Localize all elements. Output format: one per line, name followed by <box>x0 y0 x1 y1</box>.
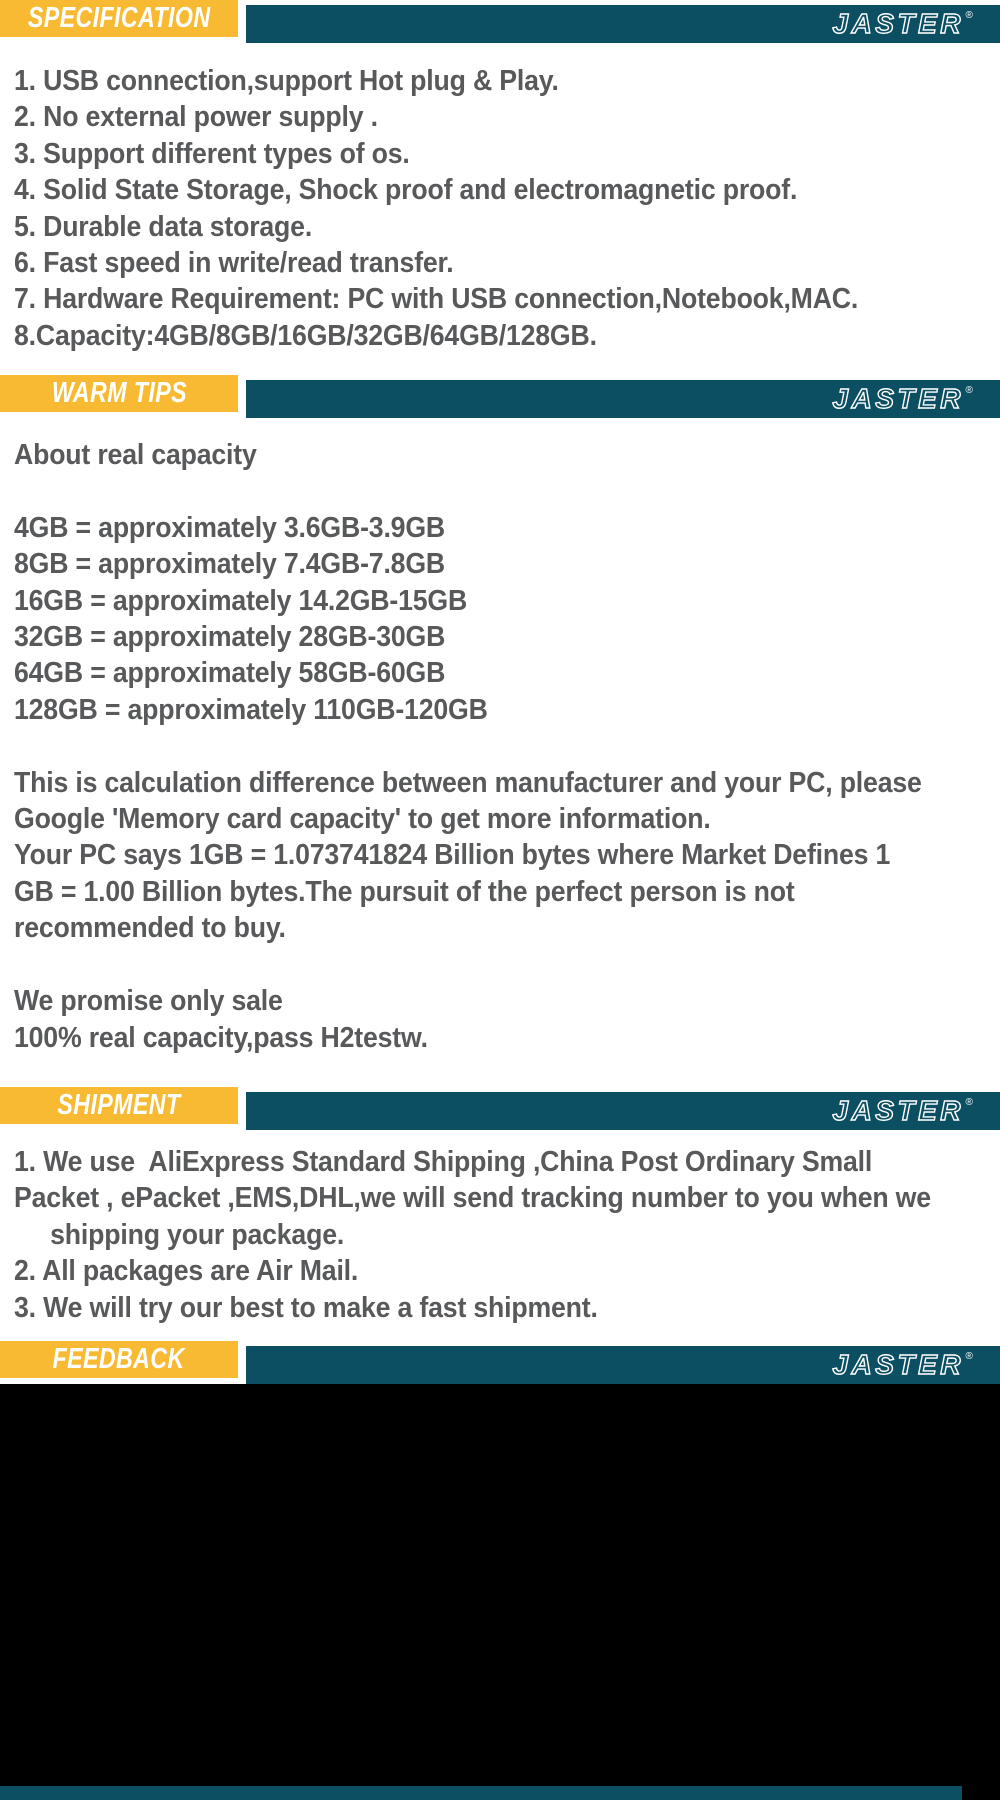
text-line: 5. Durable data storage. <box>14 210 313 243</box>
section-header-feedback <box>0 1341 1000 1384</box>
text-line: 8.Capacity:4GB/8GB/16GB/32GB/64GB/128GB. <box>14 319 597 352</box>
section-badge-warm-tips <box>0 375 238 412</box>
text-line: recommended to buy. <box>14 912 286 945</box>
text-line: 7. Hardware Requirement: PC with USB connection,Notebook,MAC. <box>14 283 859 316</box>
footer-black-region <box>0 1384 1000 1800</box>
registered-trademark-icon: ® <box>965 1097 973 1108</box>
text-line: 4. Solid State Storage, Shock proof and electromagnetic proof. <box>14 174 798 207</box>
header-teal-bar <box>246 1346 1000 1384</box>
registered-trademark-icon: ® <box>965 385 973 396</box>
brand-logo-text: JASTER <box>832 384 964 414</box>
text-line: shipping your package. <box>14 1218 345 1251</box>
section-badge-shipment <box>0 1087 238 1124</box>
text-line: 128GB = approximately 110GB-120GB <box>14 693 488 726</box>
jaster-logo-icon <box>830 9 980 39</box>
section-header-warm-tips <box>0 375 1000 418</box>
brand-logo-text: JASTER <box>832 1096 964 1126</box>
section-title-feedback: FEEDBACK <box>52 1343 186 1375</box>
text-line: GB = 1.00 Billion bytes.The pursuit of the perfect person is not <box>14 875 795 908</box>
header-teal-bar <box>246 1092 1000 1130</box>
text-line: 3. We will try our best to make a fast shipment. <box>14 1291 598 1324</box>
jaster-logo-icon <box>830 1096 980 1126</box>
text-line: 1. USB connection,support Hot plug & Play. <box>14 65 559 97</box>
registered-trademark-icon: ® <box>965 1351 973 1362</box>
text-line: 3. Support different types of os. <box>14 137 410 170</box>
text-line: 1. We use AliExpress Standard Shipping ,China Post Ordinary Small <box>14 1146 873 1178</box>
text-line: This is calculation difference between manufacturer and your PC, please <box>14 766 922 799</box>
text-line <box>14 947 998 983</box>
jaster-logo-icon <box>830 384 980 414</box>
header-teal-bar <box>246 5 1000 43</box>
text-line: Your PC says 1GB = 1.073741824 Billion bytes where Market Defines 1 <box>14 839 891 872</box>
specification-content <box>14 63 998 354</box>
text-line: 16GB = approximately 14.2GB-15GB <box>14 584 468 617</box>
text-line: 8GB = approximately 7.4GB-7.8GB <box>14 548 445 581</box>
section-badge-feedback <box>0 1341 238 1378</box>
section-title-warm-tips: WARM TIPS <box>51 377 187 409</box>
text-line <box>14 728 998 764</box>
text-line: 100% real capacity,pass H2testw. <box>14 1021 428 1054</box>
text-line: 6. Fast speed in write/read transfer. <box>14 247 454 280</box>
text-line: We promise only sale <box>14 985 283 1018</box>
text-line: 2. No external power supply . <box>14 101 378 134</box>
shipment-content <box>14 1144 998 1326</box>
brand-logo-text: JASTER <box>832 1350 964 1380</box>
header-teal-bar <box>246 380 1000 418</box>
text-line <box>14 473 998 509</box>
footer-teal-strip <box>0 1786 962 1800</box>
section-header-shipment <box>0 1087 1000 1130</box>
section-title-shipment: SHIPMENT <box>57 1089 181 1121</box>
text-line: 32GB = approximately 28GB-30GB <box>14 621 446 654</box>
text-line: 4GB = approximately 3.6GB-3.9GB <box>14 511 445 544</box>
text-line: 64GB = approximately 58GB-60GB <box>14 657 446 690</box>
text-line: Packet , ePacket ,EMS,DHL,we will send tracking number to you when we <box>14 1182 931 1215</box>
text-line: About real capacity <box>14 439 257 471</box>
brand-logo-text: JASTER <box>832 9 964 39</box>
text-line: Google 'Memory card capacity' to get more information. <box>14 803 711 836</box>
warm-tips-content <box>14 437 998 1056</box>
text-line: 2. All packages are Air Mail. <box>14 1255 359 1288</box>
registered-trademark-icon: ® <box>965 10 973 21</box>
jaster-logo-icon <box>830 1350 980 1380</box>
section-title-specification: SPECIFICATION <box>27 2 211 34</box>
section-header-specification <box>0 0 1000 43</box>
section-badge-specification <box>0 0 238 37</box>
